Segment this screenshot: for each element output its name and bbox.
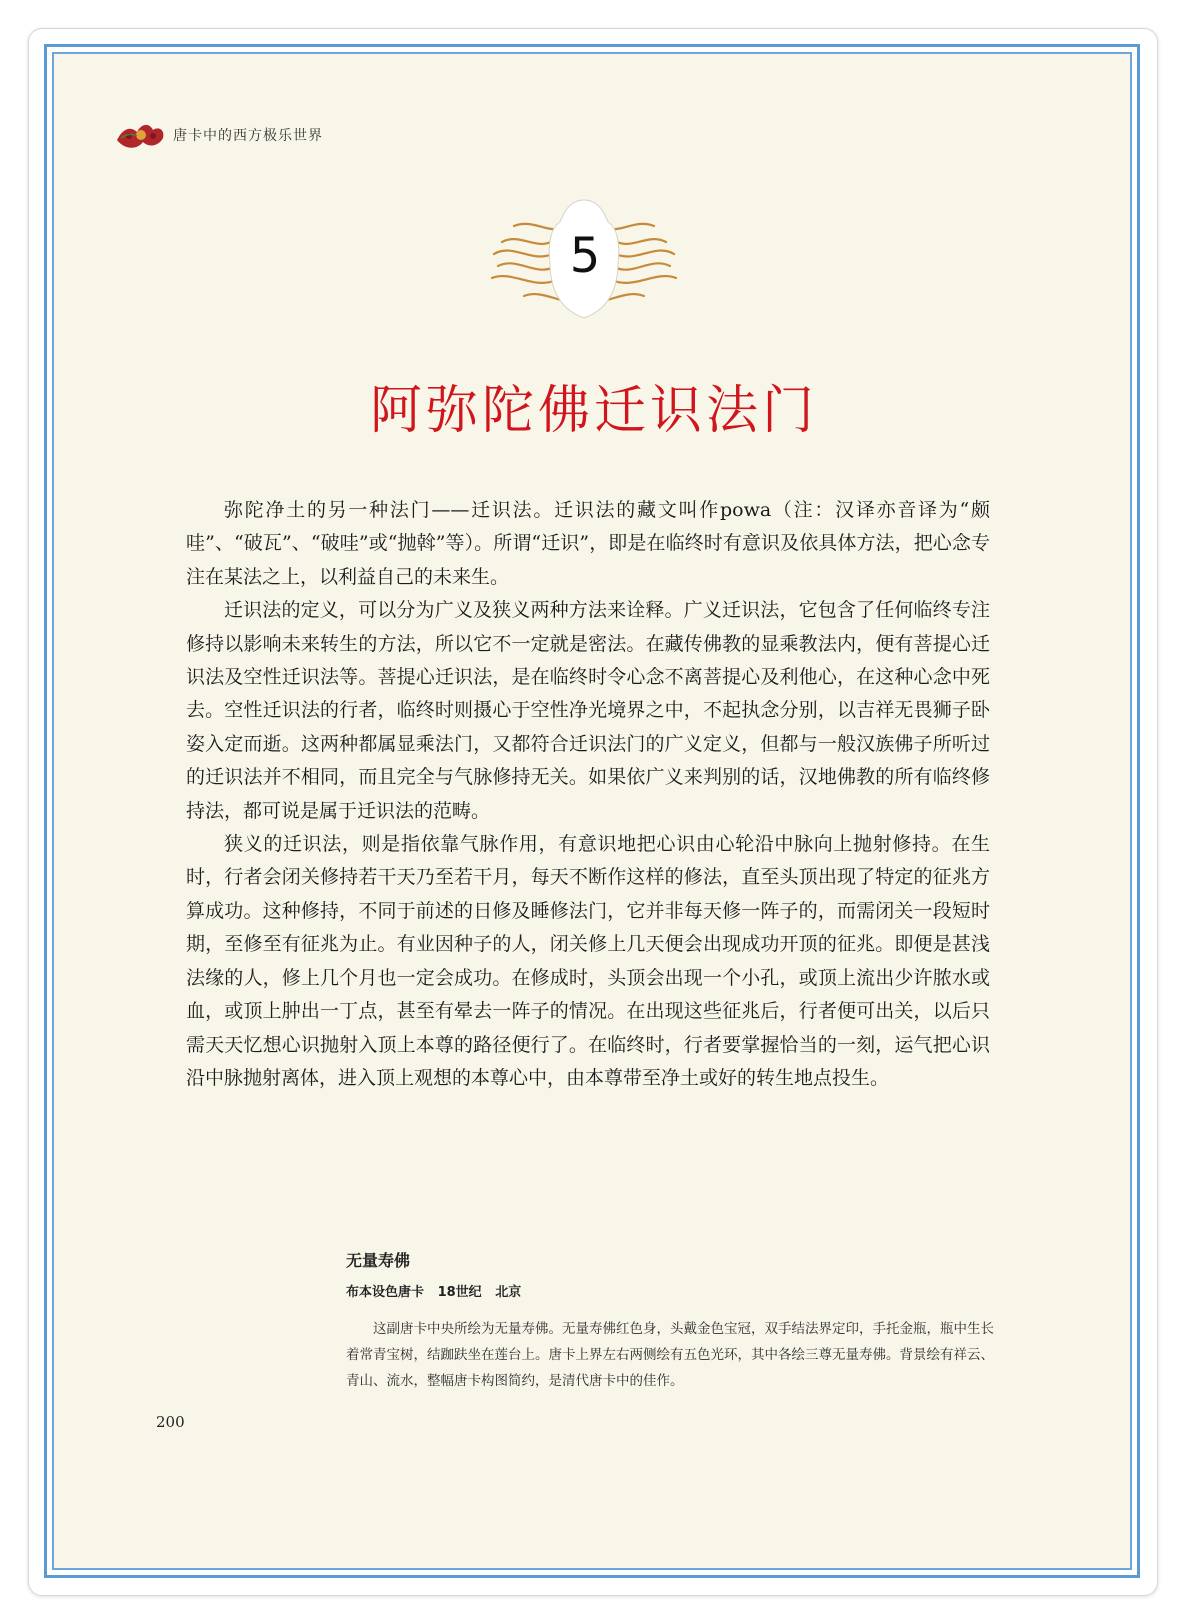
body-paragraph: 迁识法的定义，可以分为广义及狭义两种方法来诠释。广义迁识法，它包含了任何临终专注修持以影响未来转生的方法，所以它不一定就是密法。在藏传佛教的显乘教法内，便有菩提心迁识法及空性迁识法等。菩提心迁识法，是在临终时令心念不离菩提心及利他心，在这种心念中死去。空性迁识法的行者，临终时则摄心于空性净光境界之中，不起执念分别，以吉祥无畏狮子卧姿入定而逝。这两种都属显乘法门，又都符合迁识法门的广义定义，但都与一般汉族佛子所听过的迁识法并不相同，而且完全与气脉修持无关。如果依广义来判别的话，汉地佛教的所有临终修持法，都可说是属于迁识法的范畴。 [186,599,990,822]
body-paragraph: 狭义的迁识法，则是指依靠气脉作用，有意识地把心识由心轮沿中脉向上抛射修持。在生时，行者会闭关修持若干天乃至若干月，每天不断作这样的修法，直至头顶出现了特定的征兆方算成功。这种修持，不同于前述的日修及睡修法门，它并非每天修一阵子的，而需闭关一段短时期，至修至有征兆为止。有业因种子的人，闭关修上几天便会出现成功开顶的征兆。即便是甚浅法缘的人，修上几个月也一定会成功。在修成时，头顶会出现一个小孔，或顶上流出少许脓水或血，或顶上肿出一丁点，甚至有晕去一阵子的情况。在出现这些征兆后，行者便可出关，以后只需天天忆想心识抛射入顶上本尊的路径便行了。在临终时，行者要掌握恰当的一刻，运气把心识沿中脉抛射离体，进入顶上观想的本尊心中，由本尊带至净土或好的转生地点投生。 [186,833,990,1089]
caption-description: 这副唐卡中央所绘为无量寿佛。无量寿佛红色身，头戴金色宝冠，双手结法界定印，手托金瓶，瓶中生长着常青宝树，结跏趺坐在莲台上。唐卡上界左右两侧绘有五色光环，其中各绘三尊无量寿佛。背景绘有祥云、青山、流水，整幅唐卡构图简约，是清代唐卡中的佳作。 [346,1321,994,1389]
floral-ornament-icon [115,118,167,152]
caption-meta: 布本设色唐卡 18世纪 北京 [346,1285,522,1300]
running-header [115,118,323,152]
running-header-title: 唐卡中的西方极乐世界 [173,128,323,144]
page-number: 200 [156,1413,185,1431]
body-text [186,494,990,1095]
chapter-number: 5 [569,228,601,284]
body-paragraph: 弥陀净土的另一种法门——迁识法。迁识法的藏文叫作powa（注：汉译亦音译为“颇哇”、“破瓦”、“破哇”或“抛斡”等）。所谓“迁识”，即是在临终时有意识及依具体方法，把心念专注在某法之上，以利益自己的未来生。 [186,499,990,588]
figure-caption [346,1248,994,1394]
caption-title: 无量寿佛 [346,1251,411,1270]
chapter-title: 阿弥陀佛迁识法门 [369,381,818,441]
